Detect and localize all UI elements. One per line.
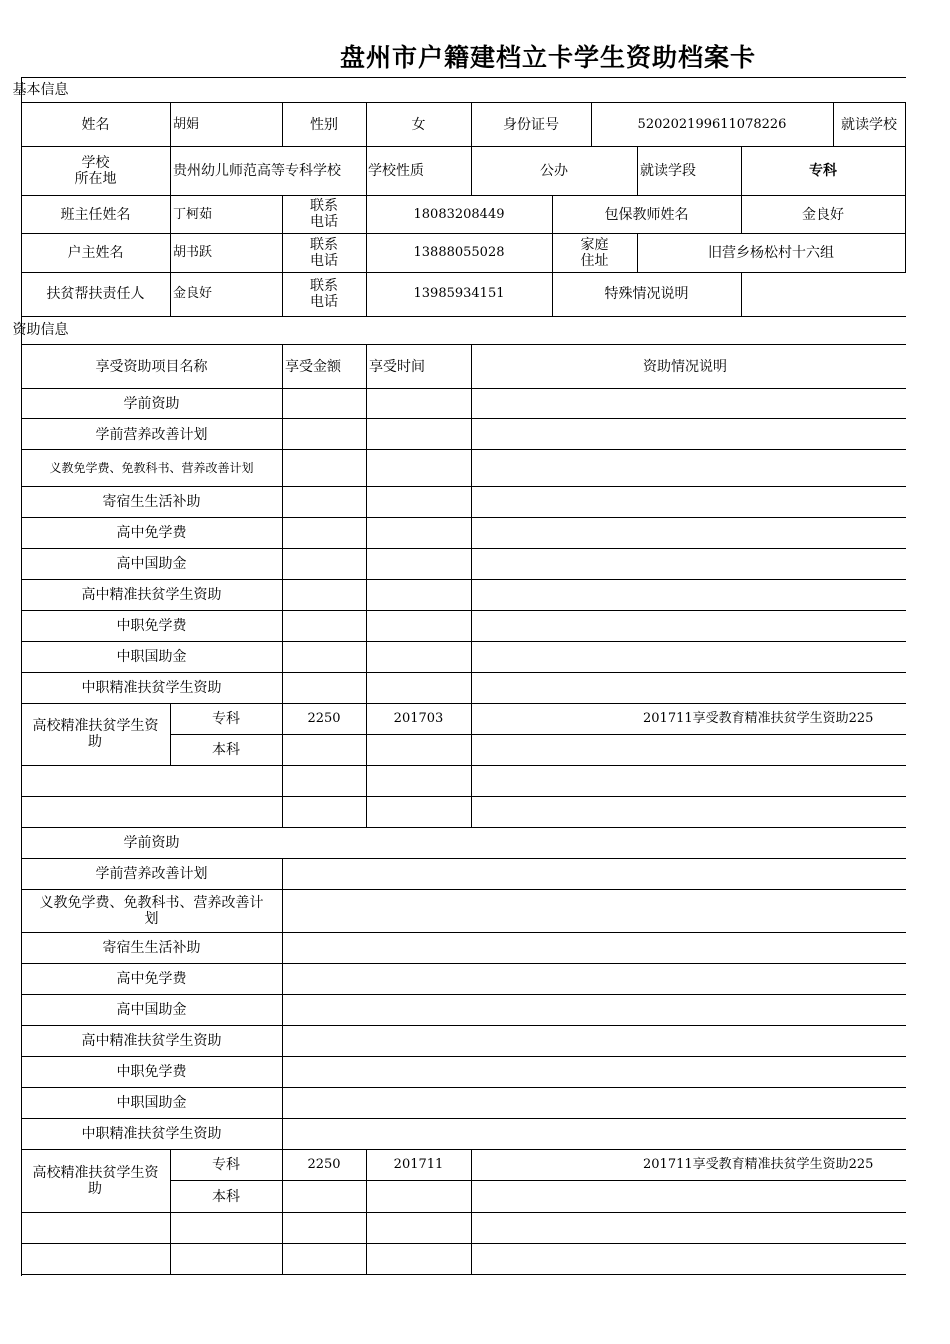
uni-aid-label-line1: 高校精准扶贫学生资 [32, 718, 159, 734]
gender-value: 女 [411, 117, 426, 133]
grid-line [170, 734, 906, 735]
col-project-header: 享受资助项目名称 [95, 359, 208, 375]
special-label: 特殊情况说明 [604, 286, 689, 302]
aid-item: 义教免学费、免教科书、营养改善计划 [49, 461, 254, 475]
col-amount-header: 享受金额 [285, 359, 341, 375]
grid-line [21, 672, 906, 673]
grid-line [170, 102, 171, 316]
teacher-phone: 18083208449 [413, 207, 505, 222]
guarantor-value: 金良好 [802, 207, 844, 223]
grid-line [21, 889, 906, 890]
grid-line [21, 449, 906, 450]
aid-item: 学前营养改善计划 [95, 866, 208, 882]
address-value: 旧营乡杨松村十六组 [708, 245, 834, 261]
school-nature-label: 学校性质 [368, 163, 424, 179]
name-label: 姓名 [81, 117, 110, 133]
school-location-label-1: 学校 [81, 155, 110, 171]
aid-item-line1: 义教免学费、免教科书、营养改善计 [39, 895, 264, 911]
school-location-label-2: 所在地 [74, 171, 117, 187]
aid-item: 寄宿生生活补助 [102, 494, 201, 510]
teacher-value: 丁柯茹 [173, 207, 213, 222]
helper-label: 扶贫帮扶责任人 [46, 286, 145, 302]
undergrad-label: 本科 [212, 742, 240, 758]
grid-line [741, 272, 742, 316]
name-value: 胡娟 [173, 117, 200, 132]
grid-line [21, 579, 906, 580]
aid-time: 201703 [393, 711, 444, 726]
grid-line [471, 102, 472, 195]
address-label-2: 住址 [580, 253, 609, 269]
aid-item: 学前资助 [123, 396, 180, 412]
helper-phone: 13985934151 [413, 286, 505, 301]
specialist-label: 专科 [212, 711, 240, 727]
grid-line [21, 796, 906, 797]
grid-line [170, 1180, 906, 1181]
grid-line [21, 486, 906, 487]
grid-line [21, 641, 906, 642]
section-title-aid: 资助信息 [12, 322, 69, 338]
grid-line [21, 344, 906, 345]
aid-item: 高中国助金 [116, 1002, 187, 1018]
helper-phone-label-1: 联系 [310, 278, 338, 294]
aid-item: 高中精准扶贫学生资助 [81, 587, 222, 603]
school-nature-value: 公办 [540, 163, 568, 179]
grid-line [21, 765, 906, 766]
aid-item: 高中国助金 [116, 556, 187, 572]
uni-aid-label-line2: 助 [88, 734, 102, 750]
aid-item-line2: 划 [144, 911, 159, 927]
grid-line [21, 1212, 906, 1213]
gender-label: 性别 [310, 117, 338, 133]
col-time-header: 享受时间 [369, 359, 425, 375]
id-label: 身份证号 [503, 117, 559, 133]
grid-line [21, 932, 906, 933]
guarantor-label: 包保教师姓名 [604, 207, 689, 223]
grid-line [21, 316, 906, 317]
grid-line [21, 703, 906, 704]
specialist-label: 专科 [212, 1157, 240, 1173]
aid-item: 中职免学费 [116, 1064, 187, 1080]
grid-line [21, 1056, 906, 1057]
grid-line [21, 517, 906, 518]
stage-value: 专科 [809, 163, 837, 179]
grid-line [21, 1118, 906, 1119]
teacher-phone-label-2: 电话 [310, 214, 338, 230]
school-label: 就读学校 [841, 117, 897, 133]
grid-line [21, 827, 906, 828]
grid-line [21, 418, 906, 419]
grid-line [905, 102, 906, 272]
aid-item: 学前营养改善计划 [95, 427, 208, 443]
helper-phone-label-2: 电话 [310, 294, 338, 310]
aid-item: 中职精准扶贫学生资助 [81, 1126, 222, 1142]
householder-label: 户主姓名 [67, 245, 124, 261]
undergrad-label: 本科 [212, 1189, 240, 1205]
aid-amount: 2250 [307, 1157, 341, 1172]
grid-line [21, 195, 906, 196]
aid-item: 寄宿生生活补助 [102, 940, 201, 956]
grid-line [21, 146, 906, 147]
grid-line [21, 233, 906, 234]
grid-line [21, 1025, 906, 1026]
uni-aid-label-line2: 助 [88, 1181, 102, 1197]
grid-line [21, 102, 906, 103]
helper-value: 金良好 [173, 286, 213, 301]
grid-line [21, 858, 906, 859]
address-label-1: 家庭 [580, 237, 609, 253]
stage-label: 就读学段 [640, 163, 696, 179]
aid-item: 中职国助金 [116, 1095, 187, 1111]
grid-line [21, 77, 906, 78]
householder-value: 胡书跃 [173, 245, 213, 260]
householder-phone: 13888055028 [413, 245, 505, 260]
school-name: 贵州幼儿师范高等专科学校 [173, 163, 341, 179]
grid-line [282, 344, 283, 828]
grid-line [21, 1087, 906, 1088]
grid-line [21, 1274, 906, 1275]
grid-line [637, 146, 638, 195]
aid-item: 中职精准扶贫学生资助 [81, 680, 222, 696]
aid-time: 201711 [393, 1157, 444, 1172]
grid-line [282, 858, 283, 1275]
grid-line [471, 1149, 472, 1275]
grid-line [21, 963, 906, 964]
grid-line [21, 388, 906, 389]
page-title: 盘州市户籍建档立卡学生资助档案卡 [340, 43, 757, 72]
section-title-basic: 基本信息 [12, 82, 69, 98]
aid-desc: 201711享受教育精准扶贫学生资助225 [643, 711, 874, 726]
grid-line [21, 994, 906, 995]
aid-amount: 2250 [307, 711, 341, 726]
aid-item: 高中免学费 [116, 525, 187, 541]
aid-item: 学前资助 [123, 835, 180, 851]
aid-item: 高中免学费 [116, 971, 187, 987]
grid-line [366, 344, 367, 828]
householder-phone-label-1: 联系 [310, 237, 338, 253]
householder-phone-label-2: 电话 [310, 253, 338, 269]
aid-item: 中职免学费 [116, 618, 187, 634]
col-desc-header: 资助情况说明 [643, 359, 727, 375]
id-value: 520202199611078226 [637, 117, 787, 132]
grid-line [21, 272, 906, 273]
uni-aid-label-line1: 高校精准扶贫学生资 [32, 1165, 159, 1181]
aid-item: 高中精准扶贫学生资助 [81, 1033, 222, 1049]
aid-desc: 201711享受教育精准扶贫学生资助225 [643, 1157, 874, 1172]
aid-item: 中职国助金 [116, 649, 187, 665]
grid-line [21, 1243, 906, 1244]
grid-line [21, 548, 906, 549]
grid-line [21, 610, 906, 611]
teacher-label: 班主任姓名 [60, 207, 131, 223]
grid-line [21, 1149, 906, 1150]
grid-line [471, 344, 472, 828]
teacher-phone-label-1: 联系 [310, 198, 338, 214]
